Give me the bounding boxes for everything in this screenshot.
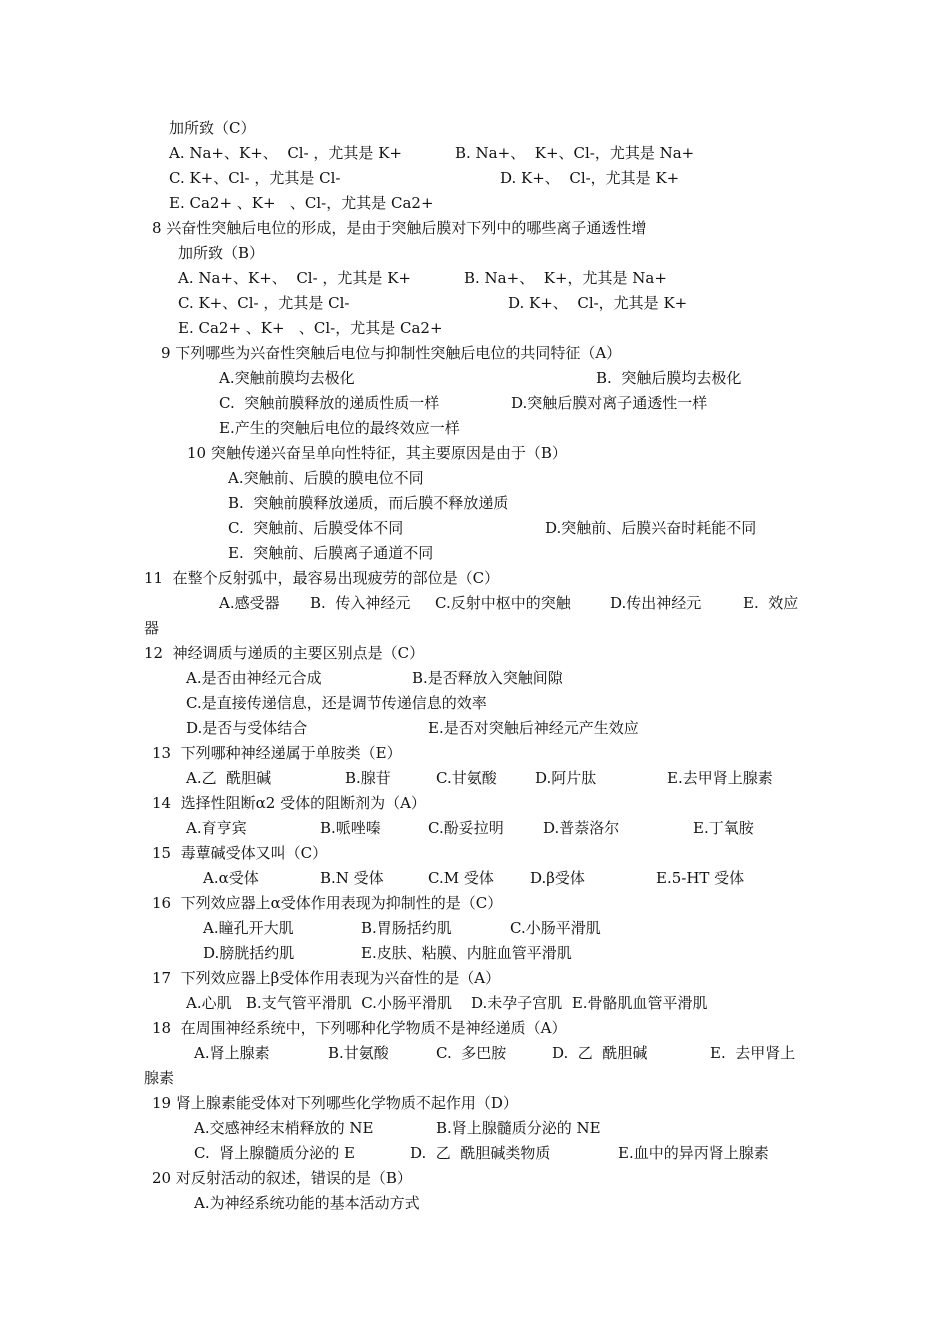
q13-stem: 13 下列哪种神经递属于单胺类（E） (152, 744, 402, 762)
q15-option-e: E.5-HT 受体 (656, 869, 745, 887)
q13-option-b: B.腺苷 (345, 769, 391, 787)
q14-option-e: E.丁氧胺 (693, 819, 754, 837)
q17-stem: 17 下列效应器上β受体作用表现为兴奋性的是（A） (152, 969, 501, 987)
q13-option-d: D.阿片肽 (535, 769, 597, 787)
q8-option-b: B. Na+、 K+，尤其是 Na+ (464, 269, 667, 287)
q7-option-c: C. K+、Cl- ，尤其是 Cl- (169, 169, 341, 187)
q15-stem: 15 毒蕈碱受体又叫（C） (152, 844, 328, 862)
q13-option-c: C.甘氨酸 (436, 769, 497, 787)
q12-option-d: D.是否与受体结合 (186, 719, 308, 737)
q8-option-c: C. K+、Cl- ，尤其是 Cl- (178, 294, 350, 312)
q10-option-e: E. 突触前、后膜离子通道不同 (228, 544, 434, 562)
q14-option-c: C.酚妥拉明 (428, 819, 504, 837)
q18-option-e: E. 去甲肾上 (710, 1044, 796, 1062)
q12-stem: 12 神经调质与递质的主要区别点是（C） (144, 644, 425, 662)
q11-option-d: D.传出神经元 (610, 594, 702, 612)
q8-option-e: E. Ca2+ 、K+ 、Cl-，尤其是 Ca2+ (178, 319, 443, 337)
q9-option-d: D.突触后膜对离子通透性一样 (511, 394, 708, 412)
q15-option-a: A.α受体 (203, 869, 259, 887)
q20-option-a: A.为神经系统功能的基本活动方式 (194, 1194, 420, 1212)
q15-option-c: C.M 受体 (428, 869, 494, 887)
q20-stem: 20 对反射活动的叙述，错误的是（B） (152, 1169, 412, 1187)
q16-option-b: B.胃肠括约肌 (361, 919, 452, 937)
q19-option-c: C. 肾上腺髓质分泌的 E (194, 1144, 355, 1162)
q11-option-c: C.反射中枢中的突触 (435, 594, 571, 612)
q10-option-d: D.突触前、后膜兴奋时耗能不同 (545, 519, 757, 537)
q8-stem: 8 兴奋性突触后电位的形成，是由于突触后膜对下列中的哪些离子通透性增 (152, 219, 647, 237)
q11-option-e: E. 效应 (743, 594, 799, 612)
q8-option-d: D. K+、 Cl-，尤其是 K+ (508, 294, 688, 312)
q16-option-d: D.膀胱括约肌 (203, 944, 295, 962)
q18-option-e-wrap: 腺素 (144, 1069, 175, 1087)
q16-stem: 16 下列效应器上α受体作用表现为抑制性的是（C） (152, 894, 503, 912)
q9-option-b: B. 突触后膜均去极化 (596, 369, 742, 387)
q12-option-b: B.是否释放入突触间隙 (412, 669, 563, 687)
q18-option-c: C. 多巴胺 (436, 1044, 507, 1062)
q16-option-e: E.皮肤、粘膜、内脏血管平滑肌 (361, 944, 572, 962)
q13-option-e: E.去甲肾上腺素 (667, 769, 773, 787)
q9-option-e: E.产生的突触后电位的最终效应一样 (219, 419, 460, 437)
q9-option-a: A.突触前膜均去极化 (219, 369, 355, 387)
q17-options: A.心肌 B.支气管平滑肌 C.小肠平滑肌 D.未孕子宫肌 E.骨骼肌血管平滑肌 (186, 994, 708, 1012)
q10-option-b: B. 突触前膜释放递质，而后膜不释放递质 (228, 494, 509, 512)
q18-option-b: B.甘氨酸 (328, 1044, 389, 1062)
q10-option-c: C. 突触前、后膜受体不同 (228, 519, 404, 537)
q18-stem: 18 在周围神经系统中，下列哪种化学物质不是神经递质（A） (152, 1019, 567, 1037)
q8-option-a: A. Na+、K+、 Cl- ，尤其是 K+ (178, 269, 411, 287)
q18-option-a: A.肾上腺素 (194, 1044, 270, 1062)
q8-stem-tail: 加所致（B） (178, 244, 265, 262)
q18-option-d: D. 乙 酰胆碱 (552, 1044, 648, 1062)
q12-option-e: E.是否对突触后神经元产生效应 (428, 719, 639, 737)
q19-option-b: B.肾上腺髓质分泌的 NE (436, 1119, 601, 1137)
q14-option-b: B.哌唑嗪 (320, 819, 381, 837)
q10-stem: 10 突触传递兴奋呈单向性特征，其主要原因是由于（B） (187, 444, 567, 462)
q11-option-b: B. 传入神经元 (310, 594, 411, 612)
q7-stem-tail: 加所致（C） (169, 119, 256, 137)
q12-option-c: C.是直接传递信息，还是调节传递信息的效率 (186, 694, 487, 712)
q15-option-d: D.β受体 (530, 869, 585, 887)
q19-option-a: A.交感神经末梢释放的 NE (194, 1119, 374, 1137)
q14-option-a: A.育亨宾 (186, 819, 247, 837)
q15-option-b: B.N 受体 (320, 869, 384, 887)
q16-option-c: C.小肠平滑肌 (510, 919, 601, 937)
q11-stem: 11 在整个反射弧中，最容易出现疲劳的部位是（C） (144, 569, 500, 587)
q7-option-b: B. Na+、 K+、Cl-，尤其是 Na+ (455, 144, 695, 162)
q13-option-a: A.乙 酰胆碱 (186, 769, 272, 787)
q10-option-a: A.突触前、后膜的膜电位不同 (228, 469, 424, 487)
q12-option-a: A.是否由神经元合成 (186, 669, 322, 687)
q14-option-d: D.普萘洛尔 (543, 819, 620, 837)
q9-stem: 9 下列哪些为兴奋性突触后电位与抑制性突触后电位的共同特征（A） (161, 344, 622, 362)
q14-stem: 14 选择性阻断α2 受体的阻断剂为（A） (152, 794, 426, 812)
q11-option-e-wrap: 器 (144, 619, 160, 637)
q11-option-a: A.感受器 (219, 594, 280, 612)
q19-option-e: E.血中的异丙肾上腺素 (618, 1144, 769, 1162)
q9-option-c: C. 突触前膜释放的递质性质一样 (219, 394, 440, 412)
q19-stem: 19 肾上腺素能受体对下列哪些化学物质不起作用（D） (152, 1094, 518, 1112)
q7-option-d: D. K+、 Cl-，尤其是 K+ (500, 169, 680, 187)
q7-option-e: E. Ca2+ 、K+ 、Cl-，尤其是 Ca2+ (169, 194, 434, 212)
q16-option-a: A.瞳孔开大肌 (203, 919, 294, 937)
q19-option-d: D. 乙 酰胆碱类物质 (410, 1144, 551, 1162)
q7-option-a: A. Na+、K+、 Cl- ，尤其是 K+ (169, 144, 402, 162)
